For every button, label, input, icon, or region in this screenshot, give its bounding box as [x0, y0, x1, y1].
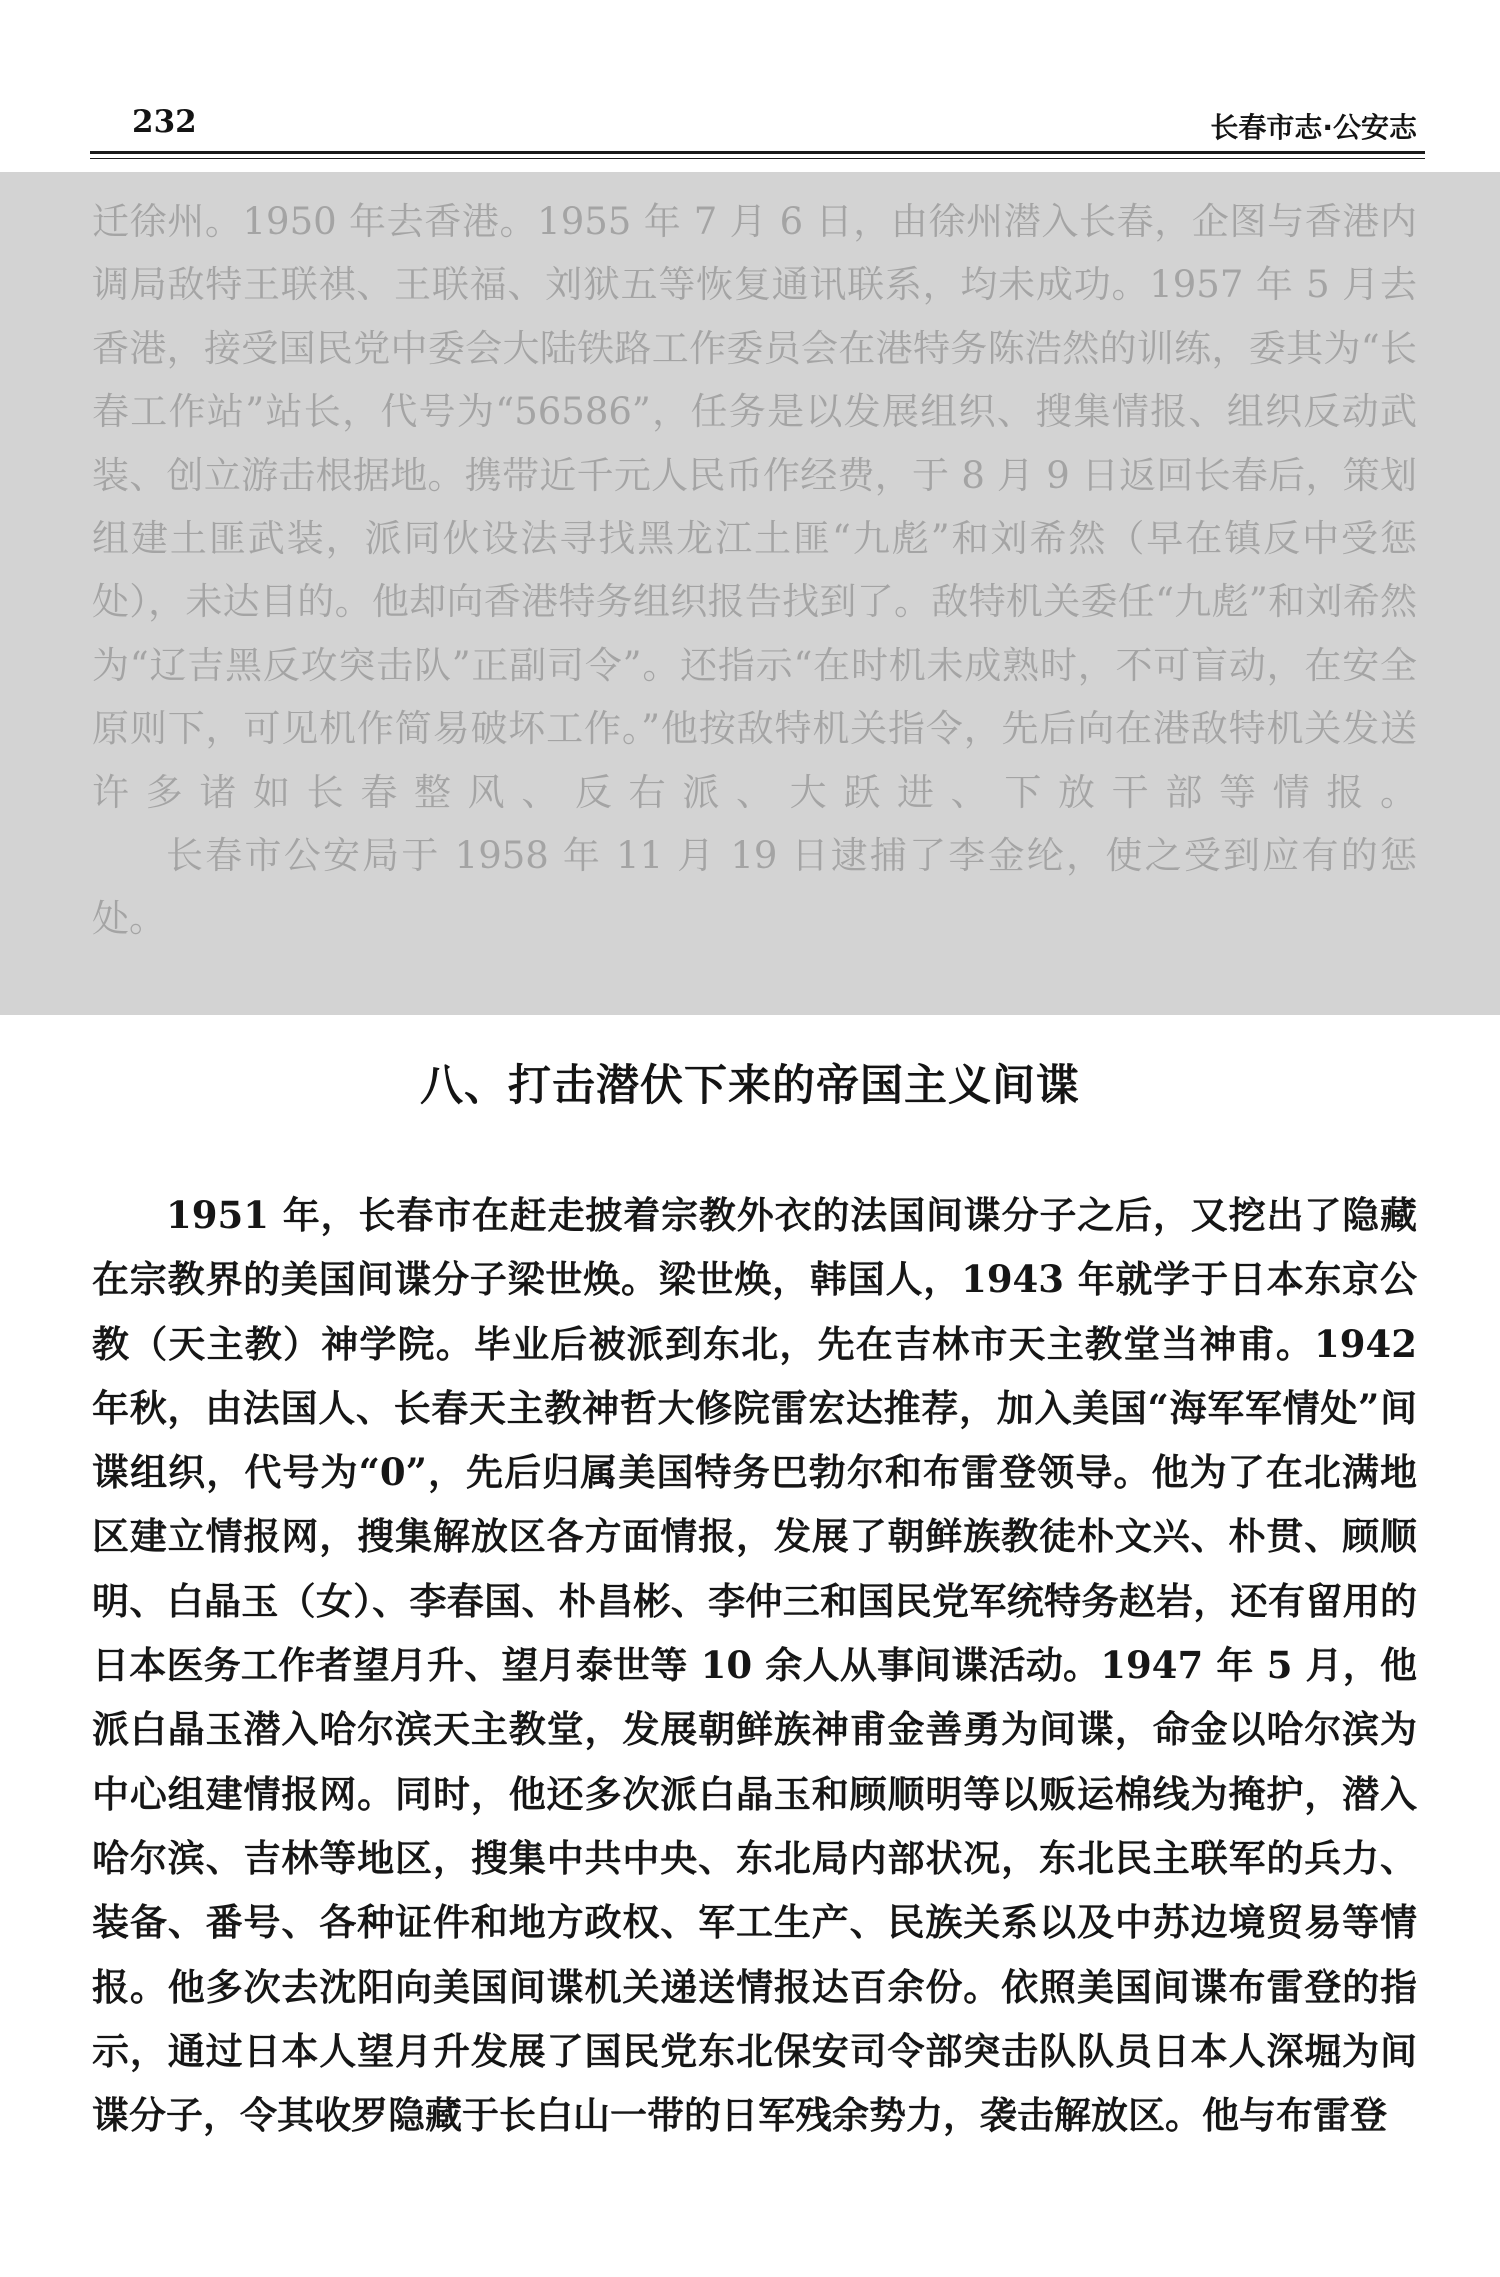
shaded-paragraph-2: 长春市公安局于 1958 年 11 月 19 日逮捕了李金纶，使之受到应有的惩处。 [92, 834, 1417, 941]
header-rule-thin [90, 158, 1425, 159]
body-paragraph-1: 1951 年，长春市在赶走披着宗教外衣的法国间谍分子之后，又挖出了隐藏在宗教界的美国间谍分子梁世焕。梁世焕，韩国人，1943 年就学于日本东京公教（天主教）神学院。毕业后被派到东北，先在吉林市天主教堂当神甫。1942 年秋，由法国人、长春天主教神哲大修院雷宏达推荐，加入美国“海军军情处”间谍组织，代号为“0”，先后归属美国特务巴勃尔和布雷登领导。他为了在北满地区建立情报网，搜集解放区各方面情报，发展了朝鲜族教徒朴文兴、朴贯、顾顺明、白晶玉（女）、李春国、朴昌彬、李仲三和国民党军统特务赵岩，还有留用的日本医务工作者望月升、望月泰世等 10 余人从事间谍活动。1947 年 5 月，他派白晶玉潜入哈尔滨天主教堂，发展朝鲜族神甫金善勇为间谍，命金以哈尔滨为中心组建情报网。同时，他还多次派白晶玉和顾顺明等以贩运棉线为掩护，潜入哈尔滨、吉林等地区，搜集中共中央、东北局内部状况，东北民主联军的兵力、装备、番号、各种证件和地方政权、军工生产、民族关系以及中苏边境贸易等情报。他多次去沈阳向美国间谍机关递送情报达百余份。依照美国间谍布雷登的指示，通过日本人望月升发展了国民党东北保安司令部突击队队员日本人深堀为间谍分子，令其收罗隐藏于长白山一带的日军残余势力，袭击解放区。他与布雷登 [92, 1193, 1417, 2138]
section-heading: 八、打击潜伏下来的帝国主义间谍 [420, 1061, 1080, 1111]
header-rule-thick [90, 151, 1425, 154]
shaded-paragraph-1: 迁徐州。1950 年去香港。1955 年 7 月 6 日，由徐州潜入长春，企图与香港内调局敌特王联祺、王联福、刘狱五等恢复通讯联系，均未成功。1957 年 5 月去香港，接受国民党中委会大陆铁路工作委员会在港特务陈浩然的训练，委其为“长春工作站”站长，代号为“56586”，任务是以发展组织、搜集情报、组织反动武装、创立游击根据地。携带近千元人民币作经费，于 8 月 9 日返回长春后，策划组建土匪武装，派同伙设法寻找黑龙江土匪“九彪”和刘希然（早在镇反中受惩处），未达目的。他却向香港特务组织报告找到了。敌特机关委任“九彪”和刘希然为“辽吉黑反攻突击队”正副司令”。还指示“在时机未成熟时，不可盲动，在安全原则下，可见机作简易破坏工作。”他按敌特机关指令，先后向在港敌特机关发送许多诸如长春整风、反右派、大跃进、下放干部等情报。 [92, 200, 1417, 814]
page-header [90, 100, 1425, 150]
running-title: 长春市志·公安志 [1210, 111, 1417, 144]
page-number: 232 [132, 104, 197, 140]
body-text [92, 1183, 1417, 2147]
shaded-text-block [92, 190, 1417, 951]
